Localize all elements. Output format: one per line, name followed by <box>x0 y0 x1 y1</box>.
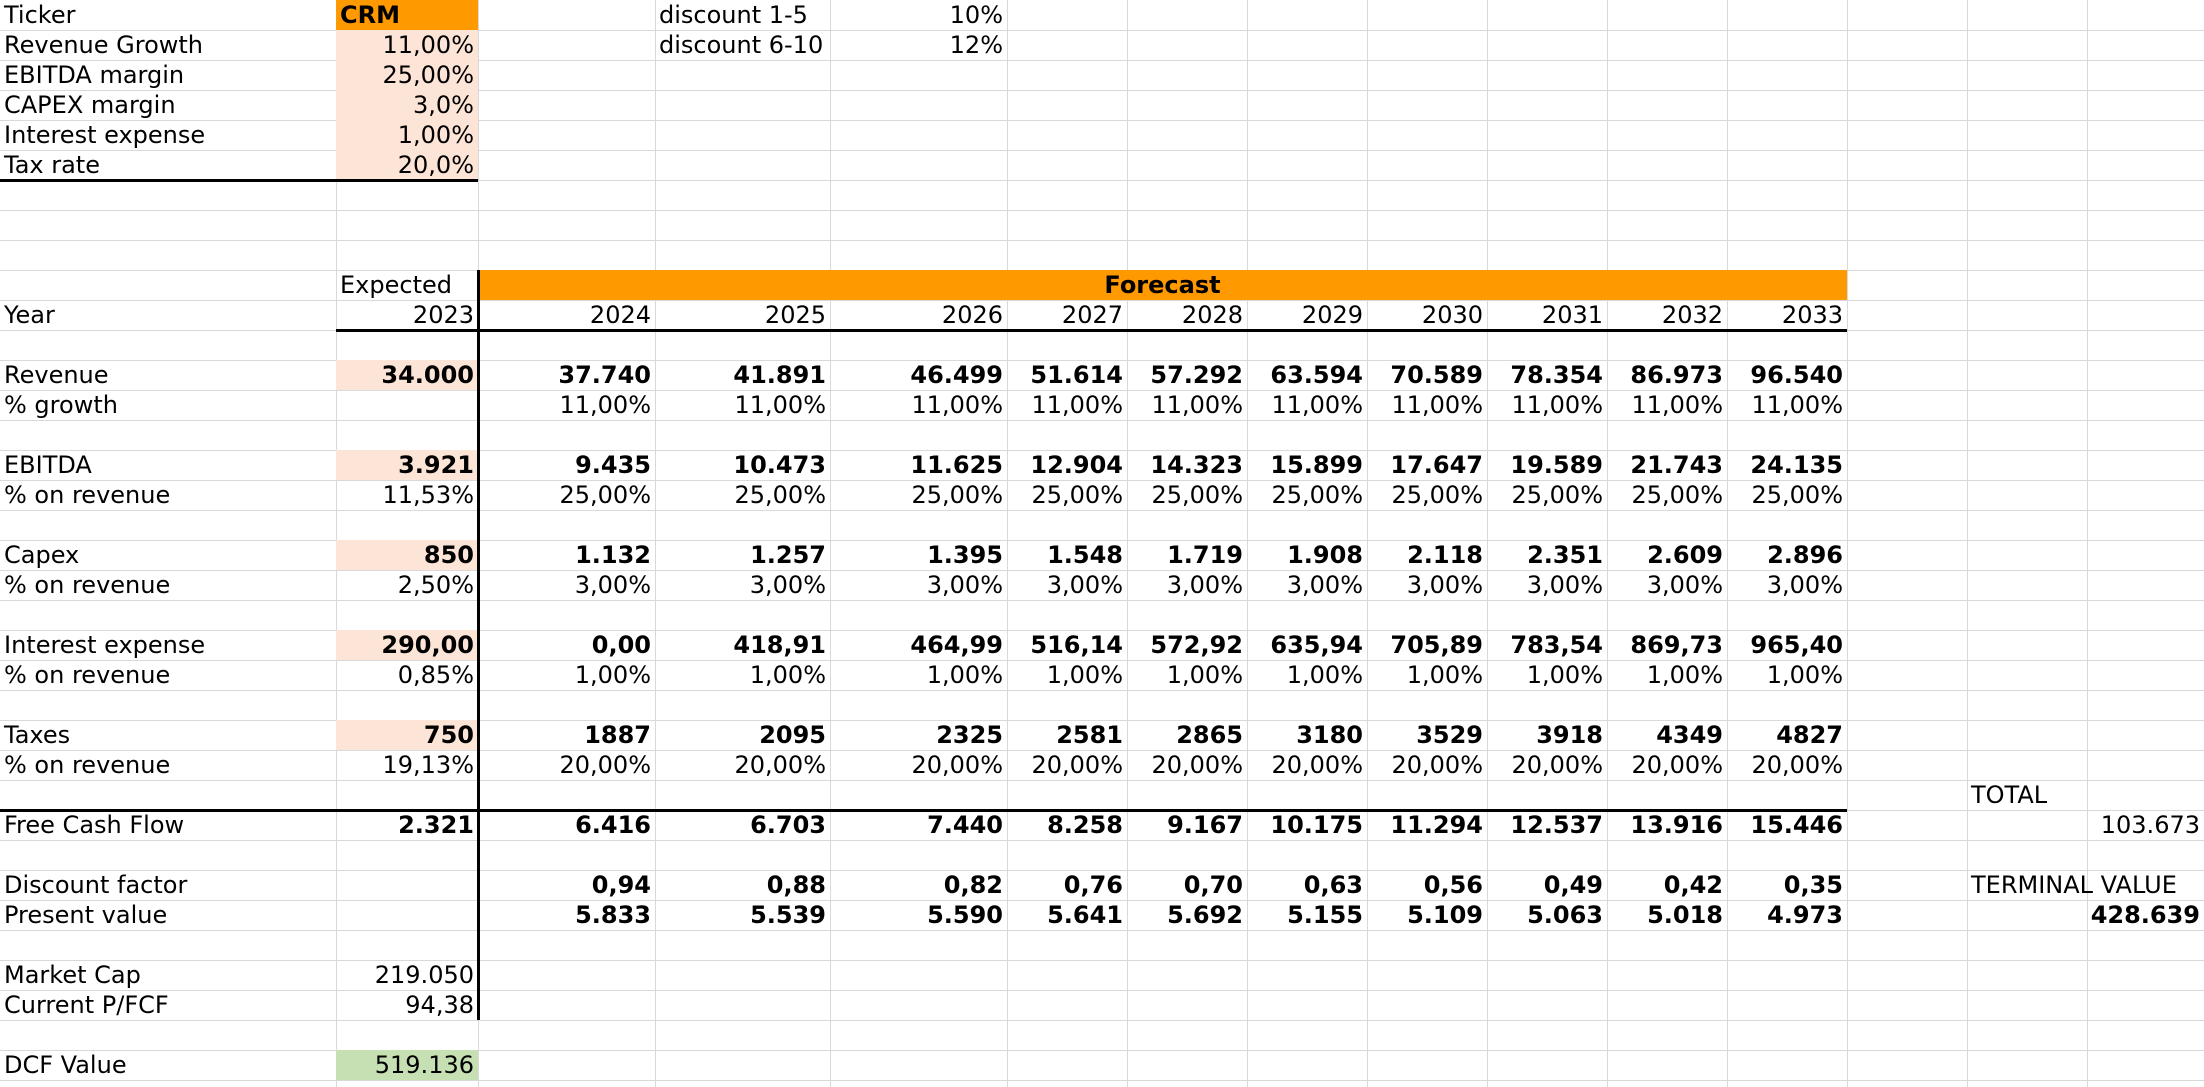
value-cell[interactable]: 1.548 <box>1047 541 1123 569</box>
value-cell[interactable]: 3,00% <box>1166 571 1243 599</box>
value-cell[interactable]: 96.540 <box>1750 361 1843 389</box>
value-cell[interactable]: 20,00% <box>1151 751 1243 779</box>
gridline-horizontal <box>0 420 2204 421</box>
row-label[interactable]: EBITDA <box>4 451 92 479</box>
gridline-horizontal <box>0 690 2204 691</box>
value-cell[interactable]: 1,00% <box>1286 661 1363 689</box>
value-cell[interactable]: 25,00% <box>1151 481 1243 509</box>
value-cell[interactable]: 2.321 <box>398 811 474 839</box>
value-cell[interactable]: 24.135 <box>1750 451 1843 479</box>
total-label[interactable]: TOTAL <box>1971 781 2048 809</box>
value-cell[interactable]: 5.018 <box>1647 901 1723 929</box>
value-cell[interactable]: 1,00% <box>1526 661 1603 689</box>
value-cell[interactable]: 8.258 <box>1047 811 1123 839</box>
input-value[interactable]: 20,0% <box>336 150 478 180</box>
value-cell[interactable]: 5.692 <box>1167 901 1243 929</box>
value-cell[interactable]: 516,14 <box>1030 631 1123 659</box>
value-cell[interactable]: 19,13% <box>382 751 474 779</box>
row-label[interactable]: % growth <box>4 391 118 419</box>
value-cell[interactable]: 869,73 <box>1630 631 1723 659</box>
value-cell[interactable]: 418,91 <box>733 631 826 659</box>
forecast-header[interactable]: Forecast <box>478 270 1847 300</box>
value-cell[interactable]: 11,00% <box>1031 391 1123 419</box>
year-header-2030[interactable]: 2030 <box>1421 301 1483 329</box>
value-cell[interactable]: 11,53% <box>382 481 474 509</box>
input-label[interactable]: EBITDA margin <box>4 61 185 89</box>
value-cell[interactable]: 5.641 <box>1047 901 1123 929</box>
gridline-horizontal <box>0 210 2204 211</box>
value-cell[interactable]: 3,00% <box>1526 571 1603 599</box>
ticker-value[interactable]: CRM <box>336 0 478 30</box>
market-cap-label[interactable]: Market Cap <box>4 961 141 989</box>
value-cell[interactable]: 57.292 <box>1150 361 1243 389</box>
value-cell[interactable]: 20,00% <box>1751 751 1843 779</box>
value-cell[interactable]: 3,00% <box>1646 571 1723 599</box>
value-cell[interactable]: 78.354 <box>1510 361 1603 389</box>
value-cell[interactable]: 3180 <box>1296 721 1363 749</box>
terminal-value-label[interactable]: TERMINAL VALUE <box>1971 871 2177 899</box>
value-cell[interactable]: 4349 <box>1656 721 1723 749</box>
value-cell[interactable]: 2,50% <box>397 571 474 599</box>
gridline-horizontal <box>0 1020 2204 1021</box>
value-cell[interactable]: 20,00% <box>911 751 1003 779</box>
value-cell[interactable]: 0,42 <box>1663 871 1723 899</box>
value-cell[interactable]: 11.294 <box>1390 811 1483 839</box>
inputs-bottom-border <box>0 179 478 182</box>
input-value[interactable]: 1,00% <box>336 120 478 150</box>
value-cell[interactable]: 5.833 <box>575 901 651 929</box>
value-cell[interactable]: 41.891 <box>733 361 826 389</box>
value-cell[interactable]: 11,00% <box>1271 391 1363 419</box>
value-cell[interactable]: 3,00% <box>926 571 1003 599</box>
value-cell[interactable]: 20,00% <box>559 751 651 779</box>
value-cell[interactable]: 5.590 <box>927 901 1003 929</box>
value-cell[interactable]: 86.973 <box>1630 361 1723 389</box>
value-cell[interactable]: 3.921 <box>336 450 478 480</box>
terminal-value[interactable]: 428.639 <box>2090 901 2200 929</box>
market-cap-value[interactable]: 219.050 <box>374 961 474 989</box>
value-cell[interactable]: 1.395 <box>927 541 1003 569</box>
value-cell[interactable]: 5.155 <box>1287 901 1363 929</box>
value-cell[interactable]: 25,00% <box>1631 481 1723 509</box>
value-cell[interactable]: 4827 <box>1776 721 1843 749</box>
value-cell[interactable]: 2581 <box>1056 721 1123 749</box>
value-cell[interactable]: 51.614 <box>1030 361 1123 389</box>
row-label[interactable]: Interest expense <box>4 631 206 659</box>
value-cell[interactable]: 1,00% <box>1406 661 1483 689</box>
value-cell[interactable]: 635,94 <box>1270 631 1363 659</box>
value-cell[interactable]: 25,00% <box>1751 481 1843 509</box>
dcf-value-label[interactable]: DCF Value <box>4 1051 127 1079</box>
input-value[interactable]: 25,00% <box>336 60 478 90</box>
value-cell[interactable]: 3,00% <box>1406 571 1483 599</box>
value-cell[interactable]: 3,00% <box>1046 571 1123 599</box>
year-row-bottom-border <box>336 329 1847 332</box>
value-cell[interactable]: 6.703 <box>750 811 826 839</box>
value-cell[interactable]: 7.440 <box>927 811 1003 839</box>
value-cell[interactable]: 11,00% <box>559 391 651 419</box>
value-cell[interactable]: 11.625 <box>910 451 1003 479</box>
value-cell[interactable]: 11,00% <box>1631 391 1723 419</box>
value-cell[interactable]: 0,88 <box>766 871 826 899</box>
value-cell[interactable]: 1,00% <box>926 661 1003 689</box>
row-label[interactable]: Taxes <box>4 721 71 749</box>
value-cell[interactable]: 25,00% <box>1271 481 1363 509</box>
year-label[interactable]: Year <box>4 301 55 329</box>
discount-label[interactable]: discount 6-10 <box>659 31 824 59</box>
value-cell[interactable]: 0,70 <box>1183 871 1243 899</box>
expected-label[interactable]: Expected <box>340 271 452 299</box>
value-cell[interactable]: 17.647 <box>1390 451 1483 479</box>
row-label[interactable]: % on revenue <box>4 661 171 689</box>
input-label[interactable]: Ticker <box>4 1 76 29</box>
value-cell[interactable]: 20,00% <box>1511 751 1603 779</box>
value-cell[interactable]: 1,00% <box>1766 661 1843 689</box>
value-cell[interactable]: 1,00% <box>574 661 651 689</box>
year-header-2025[interactable]: 2025 <box>764 301 826 329</box>
input-value[interactable]: 11,00% <box>336 30 478 60</box>
row-label[interactable]: % on revenue <box>4 571 171 599</box>
value-cell[interactable]: 25,00% <box>911 481 1003 509</box>
value-cell[interactable]: 0,76 <box>1063 871 1123 899</box>
value-cell[interactable]: 3,00% <box>749 571 826 599</box>
value-cell[interactable]: 11,00% <box>734 391 826 419</box>
value-cell[interactable]: 0,00 <box>591 631 651 659</box>
input-label[interactable]: Interest expense <box>4 121 206 149</box>
value-cell[interactable]: 2.896 <box>1767 541 1843 569</box>
pfcf-value[interactable]: 94,38 <box>405 991 474 1019</box>
value-cell[interactable]: 20,00% <box>1271 751 1363 779</box>
value-cell[interactable]: 2.118 <box>1407 541 1483 569</box>
value-cell[interactable]: 0,49 <box>1543 871 1603 899</box>
value-cell[interactable]: 15.899 <box>1270 451 1363 479</box>
value-cell[interactable]: 20,00% <box>1031 751 1123 779</box>
value-cell[interactable]: 3,00% <box>1286 571 1363 599</box>
value-cell[interactable]: 15.446 <box>1750 811 1843 839</box>
value-cell[interactable]: 1,00% <box>1166 661 1243 689</box>
value-cell[interactable]: 11,00% <box>1751 391 1843 419</box>
value-cell[interactable]: 2865 <box>1176 721 1243 749</box>
gridline-horizontal <box>0 240 2204 241</box>
value-cell[interactable]: 2.609 <box>1647 541 1723 569</box>
value-cell[interactable]: 1,00% <box>1046 661 1123 689</box>
value-cell[interactable]: 14.323 <box>1150 451 1243 479</box>
input-label[interactable]: Revenue Growth <box>4 31 204 59</box>
value-cell[interactable]: 850 <box>336 540 478 570</box>
value-cell[interactable]: 12.537 <box>1510 811 1603 839</box>
value-cell[interactable]: 4.973 <box>1767 901 1843 929</box>
input-label[interactable]: CAPEX margin <box>4 91 176 119</box>
value-cell[interactable]: 0,82 <box>943 871 1003 899</box>
gridline-horizontal <box>0 840 2204 841</box>
value-cell[interactable]: 11,00% <box>1151 391 1243 419</box>
input-label[interactable]: Tax rate <box>4 151 100 179</box>
value-cell[interactable]: 572,92 <box>1150 631 1243 659</box>
gridline-horizontal <box>0 930 2204 931</box>
dcf-value[interactable]: 519.136 <box>336 1050 478 1080</box>
value-cell[interactable]: 1.719 <box>1167 541 1243 569</box>
row-label[interactable]: Present value <box>4 901 168 929</box>
value-cell[interactable]: 1.908 <box>1287 541 1363 569</box>
value-cell[interactable]: 37.740 <box>558 361 651 389</box>
value-cell[interactable]: 1.132 <box>575 541 651 569</box>
year-header-2023[interactable]: 2023 <box>412 301 474 329</box>
row-label[interactable]: Discount factor <box>4 871 188 899</box>
value-cell[interactable]: 21.743 <box>1630 451 1723 479</box>
year-header-2026[interactable]: 2026 <box>941 301 1003 329</box>
value-cell[interactable]: 63.594 <box>1270 361 1363 389</box>
value-cell[interactable]: 1.257 <box>750 541 826 569</box>
value-cell[interactable]: 25,00% <box>559 481 651 509</box>
value-cell[interactable]: 783,54 <box>1510 631 1603 659</box>
value-cell[interactable]: 12.904 <box>1030 451 1123 479</box>
value-cell[interactable]: 750 <box>336 720 478 750</box>
value-cell[interactable]: 34.000 <box>336 360 478 390</box>
input-value[interactable]: 3,0% <box>336 90 478 120</box>
year-header-2032[interactable]: 2032 <box>1661 301 1723 329</box>
value-cell[interactable]: 20,00% <box>734 751 826 779</box>
gridline-vertical <box>1847 0 1848 1087</box>
value-cell[interactable]: 1,00% <box>749 661 826 689</box>
value-cell[interactable]: 70.589 <box>1390 361 1483 389</box>
value-cell[interactable]: 0,56 <box>1423 871 1483 899</box>
value-cell[interactable]: 10.175 <box>1270 811 1363 839</box>
fcf-top-border <box>0 809 1847 812</box>
discount-value[interactable]: 12% <box>949 31 1003 59</box>
value-cell[interactable]: 5.109 <box>1407 901 1483 929</box>
value-cell[interactable]: 9.435 <box>575 451 651 479</box>
value-cell[interactable] <box>336 900 478 930</box>
value-cell[interactable]: 3,00% <box>1766 571 1843 599</box>
row-label[interactable]: Revenue <box>4 361 109 389</box>
gridline-horizontal <box>0 600 2204 601</box>
year-header-2031[interactable]: 2031 <box>1541 301 1603 329</box>
year-header-2027[interactable]: 2027 <box>1061 301 1123 329</box>
value-cell[interactable]: 1,00% <box>1646 661 1723 689</box>
gridline-horizontal <box>0 510 2204 511</box>
gridline-horizontal <box>0 780 2204 781</box>
row-label[interactable]: Free Cash Flow <box>4 811 185 839</box>
year-header-2029[interactable]: 2029 <box>1301 301 1363 329</box>
value-cell[interactable]: 5.539 <box>750 901 826 929</box>
year-header-2024[interactable]: 2024 <box>589 301 651 329</box>
value-cell[interactable]: 0,35 <box>1783 871 1843 899</box>
row-label[interactable]: % on revenue <box>4 751 171 779</box>
discount-label[interactable]: discount 1-5 <box>659 1 808 29</box>
row-label[interactable]: Capex <box>4 541 80 569</box>
value-cell[interactable]: 25,00% <box>734 481 826 509</box>
value-cell[interactable]: 3,00% <box>574 571 651 599</box>
value-cell[interactable]: 25,00% <box>1511 481 1603 509</box>
value-cell[interactable]: 9.167 <box>1167 811 1243 839</box>
value-cell[interactable] <box>336 390 478 420</box>
value-cell[interactable]: 25,00% <box>1031 481 1123 509</box>
value-cell[interactable]: 11,00% <box>1391 391 1483 419</box>
value-cell[interactable]: 13.916 <box>1630 811 1723 839</box>
value-cell[interactable]: 19.589 <box>1510 451 1603 479</box>
value-cell[interactable] <box>336 870 478 900</box>
value-cell[interactable]: 705,89 <box>1390 631 1483 659</box>
value-cell[interactable]: 0,85% <box>397 661 474 689</box>
value-cell[interactable]: 965,40 <box>1750 631 1843 659</box>
gridline-horizontal <box>0 1080 2204 1081</box>
value-cell[interactable]: 20,00% <box>1391 751 1483 779</box>
total-value[interactable]: 103.673 <box>2100 811 2200 839</box>
value-cell[interactable]: 11,00% <box>1511 391 1603 419</box>
value-cell[interactable]: 0,94 <box>591 871 651 899</box>
year-header-2033[interactable]: 2033 <box>1781 301 1843 329</box>
value-cell[interactable]: 2.351 <box>1527 541 1603 569</box>
value-cell[interactable]: 3529 <box>1416 721 1483 749</box>
value-cell[interactable]: 2325 <box>936 721 1003 749</box>
value-cell[interactable]: 3918 <box>1536 721 1603 749</box>
value-cell[interactable]: 10.473 <box>733 451 826 479</box>
value-cell[interactable]: 464,99 <box>910 631 1003 659</box>
discount-value[interactable]: 10% <box>949 1 1003 29</box>
expected-column-border <box>477 270 480 1020</box>
value-cell[interactable]: 2095 <box>759 721 826 749</box>
pfcf-label[interactable]: Current P/FCF <box>4 991 169 1019</box>
value-cell[interactable]: 5.063 <box>1527 901 1603 929</box>
value-cell[interactable]: 25,00% <box>1391 481 1483 509</box>
value-cell[interactable]: 0,63 <box>1303 871 1363 899</box>
value-cell[interactable]: 20,00% <box>1631 751 1723 779</box>
value-cell[interactable]: 290,00 <box>336 630 478 660</box>
value-cell[interactable]: 1887 <box>584 721 651 749</box>
value-cell[interactable]: 11,00% <box>911 391 1003 419</box>
row-label[interactable]: % on revenue <box>4 481 171 509</box>
value-cell[interactable]: 6.416 <box>575 811 651 839</box>
year-header-2028[interactable]: 2028 <box>1181 301 1243 329</box>
value-cell[interactable]: 46.499 <box>910 361 1003 389</box>
